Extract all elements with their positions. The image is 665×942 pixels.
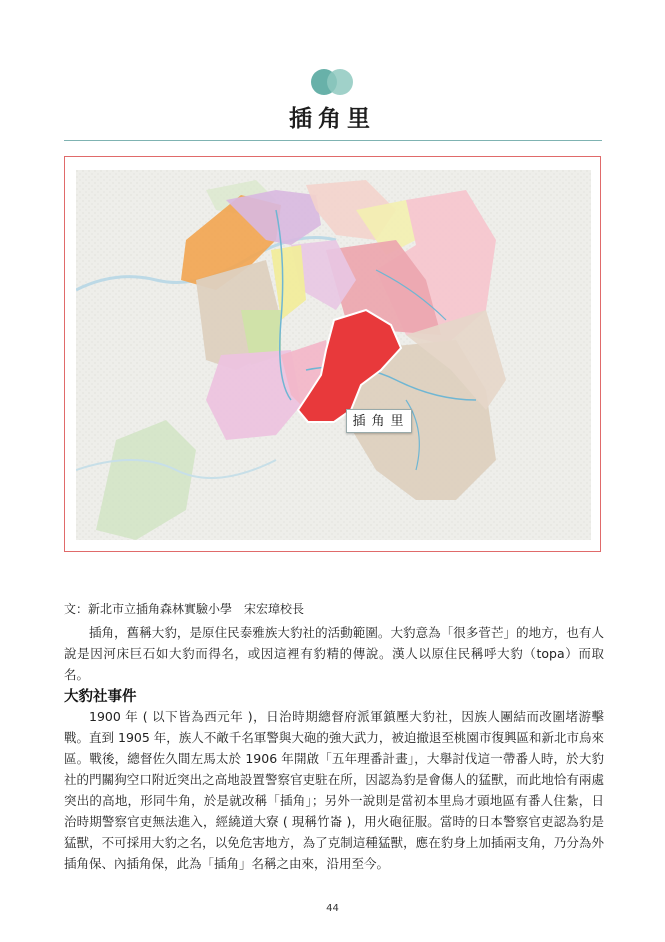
district-map [64, 156, 601, 552]
map-label-chajiao: 插角里 [346, 409, 412, 433]
page-title: 插角里 [289, 106, 376, 132]
page-number: 44 [326, 903, 339, 914]
section-heading: 大豹社事件 [64, 689, 137, 705]
map-graphic [76, 170, 591, 540]
intro-paragraph: 插角，舊稱大豹，是原住民泰雅族大豹社的活動範圍。大豹意為「很多菅芒」的地方，也有人說是因河床巨石如大豹而得名，或因這裡有豹精的傳說。漢人以原住民稱呼大豹（topa）而取名。 [64, 625, 604, 682]
author-credit: 文：新北市立插角森林實驗小學 宋宏璋校長 [64, 602, 305, 616]
title-divider [64, 140, 602, 141]
section-paragraph: 1900 年 ( 以下皆為西元年 )，日治時期總督府派軍鎮壓大豹社，因族人團結而改圍堵游擊戰。直到 1905 年，族人不敵千名軍警與大砲的強大武力，被迫撤退至桃園市復興區和新北市烏來區。戰後，總督佐久間左馬太於 1906 年開啟「五年理番計畫」，大舉討伐這一帶番人時，於大豹社的門關狗空口附近突出之高地設置警察官吏駐在所，因認為豹是會傷人的猛獸，而此地恰有兩處突出的高地，形同牛角，於是就改稱「插角」；另外一說則是當初本里烏才頭地區有番人住紮，日治時期警察官吏無法進入，經繞道大寮 ( 現稱竹崙 )，用火砲征服。當時的日本警察官吏認為豹是猛獸，不可採用大豹之名，以免危害地方，為了克制這種猛獸，應在豹身上加插兩支角，乃分為外插角保、內插角保，此為「插角」名稱之由來，沿用至今。 [64, 709, 604, 871]
title-logo-icon [308, 68, 358, 96]
